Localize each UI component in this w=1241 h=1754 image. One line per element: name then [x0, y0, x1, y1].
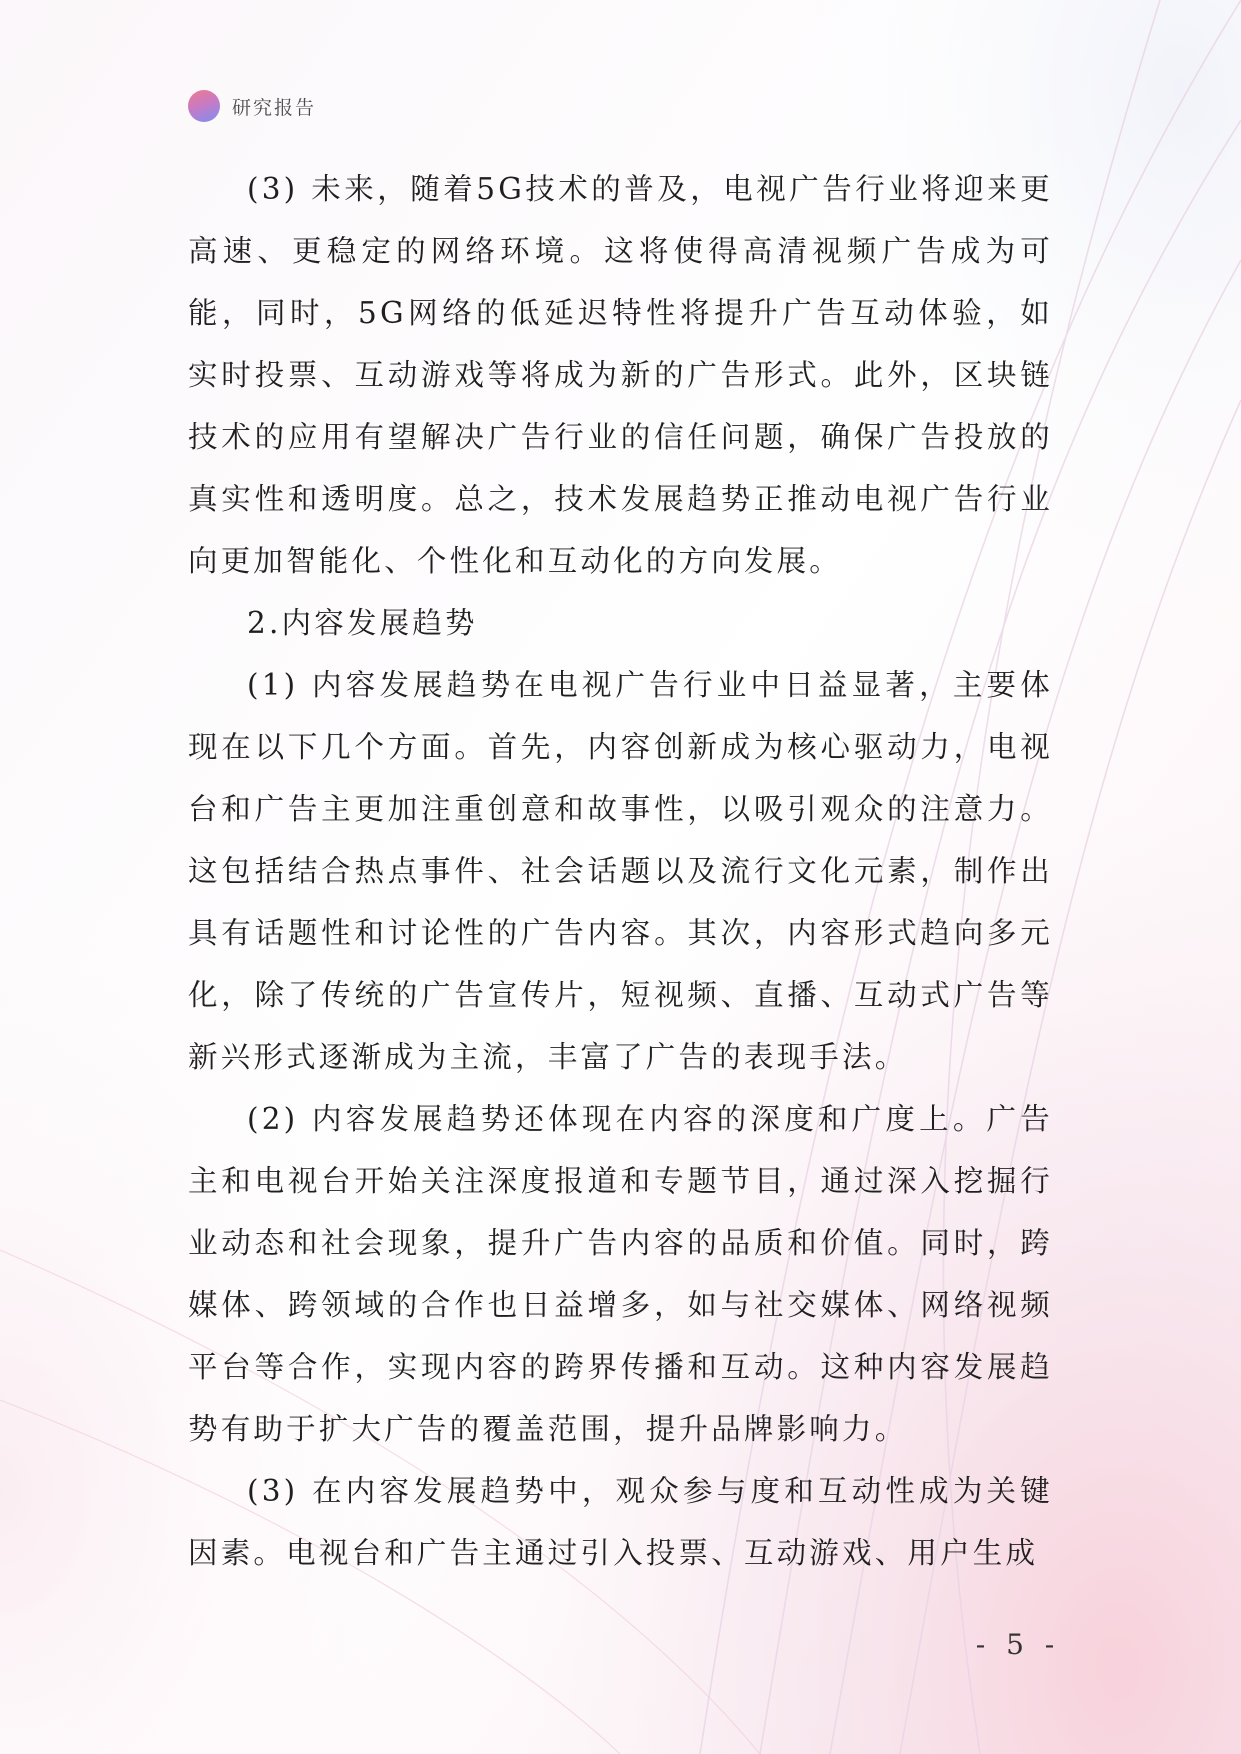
- paragraph: (2) 内容发展趋势还体现在内容的深度和广度上。广告主和电视台开始关注深度报道和专题节目，通过深入挖掘行业动态和社会现象，提升广告内容的品质和价值。同时，跨媒体、跨领域的合作也日益增多，如与社交媒体、网络视频平台等合作，实现内容的跨界传播和互动。这种内容发展趋势有助于扩大广告的覆盖范围，提升品牌影响力。: [188, 1102, 1053, 1446]
- page-number: - 5 -: [975, 1628, 1061, 1661]
- paragraph: (1) 内容发展趋势在电视广告行业中日益显著，主要体现在以下几个方面。首先，内容创新成为核心驱动力，电视台和广告主更加注重创意和故事性，以吸引观众的注意力。这包括结合热点事件、社会话题以及流行文化元素，制作出具有话题性和讨论性的广告内容。其次，内容形式趋向多元化，除了传统的广告宣传片，短视频、直播、互动式广告等新兴形式逐渐成为主流，丰富了广告的表现手法。: [188, 668, 1053, 1074]
- document-body: [188, 158, 1053, 1584]
- report-header: [188, 89, 316, 123]
- section-heading: 2.内容发展趋势: [247, 606, 478, 640]
- report-logo-icon: [188, 90, 220, 122]
- paragraph: (3) 在内容发展趋势中，观众参与度和互动性成为关键因素。电视台和广告主通过引入投票、互动游戏、用户生成: [188, 1474, 1053, 1570]
- header-label: 研究报告: [232, 96, 317, 119]
- paragraph: (3) 未来，随着5G技术的普及，电视广告行业将迎来更高速、更稳定的网络环境。这将使得高清视频广告成为可能，同时，5G网络的低延迟特性将提升广告互动体验，如实时投票、互动游戏等将成为新的广告形式。此外，区块链技术的应用有望解决广告行业的信任问题，确保广告投放的真实性和透明度。总之，技术发展趋势正推动电视广告行业向更加智能化、个性化和互动化的方向发展。: [188, 172, 1053, 578]
